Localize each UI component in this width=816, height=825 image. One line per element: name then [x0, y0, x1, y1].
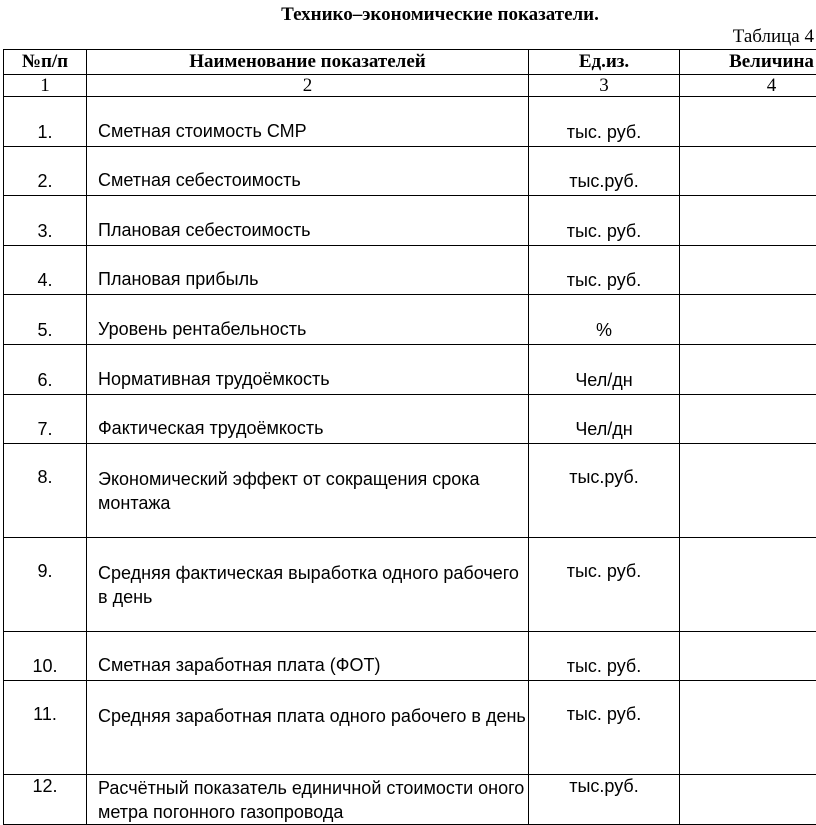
- row-unit: тыс. руб.: [529, 97, 680, 147]
- row-num: 5.: [4, 295, 87, 345]
- row-value: [680, 345, 816, 395]
- row-value: [680, 196, 816, 246]
- row-value: [680, 97, 816, 147]
- table-row: [4, 97, 816, 147]
- table-row: [4, 444, 816, 538]
- row-value: [680, 395, 816, 444]
- row-unit: тыс. руб.: [529, 246, 680, 295]
- row-value: [680, 147, 816, 196]
- row-unit: тыс. руб.: [529, 196, 680, 246]
- header-row: [4, 50, 816, 75]
- header-value: Величина: [680, 50, 816, 75]
- row-value: [680, 632, 816, 681]
- table-label: Таблица 4: [733, 26, 814, 48]
- row-name: Сметная заработная плата (ФОТ): [87, 632, 529, 681]
- row-value: [680, 295, 816, 345]
- row-name: Сметная себестоимость: [87, 147, 529, 196]
- row-name: Плановая себестоимость: [87, 196, 529, 246]
- header-unit: Ед.из.: [529, 50, 680, 75]
- row-unit: Чел/дн: [529, 345, 680, 395]
- row-num: 9.: [4, 538, 87, 632]
- row-num: 3.: [4, 196, 87, 246]
- row-unit: Чел/дн: [529, 395, 680, 444]
- row-unit: тыс.руб.: [529, 147, 680, 196]
- row-num: 11.: [4, 681, 87, 775]
- header-name: Наименование показателей: [87, 50, 529, 75]
- indicators-table: [3, 49, 816, 825]
- row-unit: тыс. руб.: [529, 538, 680, 632]
- column-number: 1: [4, 75, 87, 97]
- column-number: 4: [680, 75, 816, 97]
- row-unit: тыс. руб.: [529, 681, 680, 775]
- row-num: 1.: [4, 97, 87, 147]
- column-number: 3: [529, 75, 680, 97]
- table-row: [4, 632, 816, 681]
- row-name: Фактическая трудоёмкость: [87, 395, 529, 444]
- column-number: 2: [87, 75, 529, 97]
- row-name: Расчётный показатель единичной стоимости оного метра погонного газопровода: [87, 775, 529, 825]
- table-row: [4, 196, 816, 246]
- table-row: [4, 681, 816, 775]
- row-name: Экономический эффект от сокращения срока монтажа: [87, 444, 529, 538]
- row-num: 12.: [4, 775, 87, 825]
- table-row: [4, 538, 816, 632]
- row-name: Средняя фактическая выработка одного рабочего в день: [87, 538, 529, 632]
- row-num: 8.: [4, 444, 87, 538]
- row-num: 7.: [4, 395, 87, 444]
- row-name: Плановая прибыль: [87, 246, 529, 295]
- header-num: №п/п: [4, 50, 87, 75]
- row-name: Средняя заработная плата одного рабочего в день: [87, 681, 529, 775]
- table-row: [4, 246, 816, 295]
- row-value: [680, 681, 816, 775]
- table-row: [4, 345, 816, 395]
- table-row: [4, 147, 816, 196]
- row-value: [680, 444, 816, 538]
- row-unit: %: [529, 295, 680, 345]
- row-num: 6.: [4, 345, 87, 395]
- table-row: [4, 775, 816, 825]
- row-value: [680, 538, 816, 632]
- column-number-row: [4, 75, 816, 97]
- row-unit: тыс.руб.: [529, 775, 680, 825]
- row-unit: тыс. руб.: [529, 632, 680, 681]
- table-row: [4, 295, 816, 345]
- document-title: Технико–экономические показатели.: [0, 4, 816, 26]
- row-value: [680, 775, 816, 825]
- row-num: 10.: [4, 632, 87, 681]
- row-num: 4.: [4, 246, 87, 295]
- row-value: [680, 246, 816, 295]
- row-name: Сметная стоимость СМР: [87, 97, 529, 147]
- row-unit: тыс.руб.: [529, 444, 680, 538]
- table-row: [4, 395, 816, 444]
- row-name: Нормативная трудоёмкость: [87, 345, 529, 395]
- row-num: 2.: [4, 147, 87, 196]
- row-name: Уровень рентабельность: [87, 295, 529, 345]
